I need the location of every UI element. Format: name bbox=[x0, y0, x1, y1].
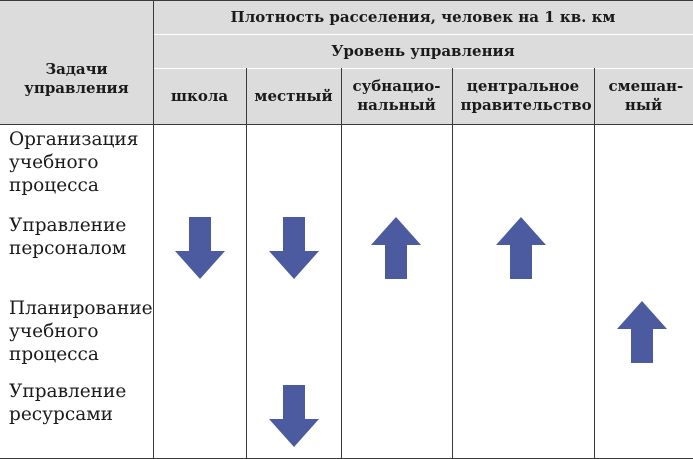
column-header-mixed bbox=[594, 68, 693, 124]
task-label-personnel: Управление персоналом bbox=[9, 215, 127, 259]
column-header-label: центральное правительство bbox=[460, 77, 592, 114]
task-label-planning: Планирование учебного процесса bbox=[9, 298, 153, 365]
header-bottom-border bbox=[0, 124, 693, 125]
arrow-down-icon bbox=[175, 217, 225, 279]
tasks-title bbox=[0, 0, 153, 124]
column-header-label: смешан-ный bbox=[608, 77, 684, 114]
column-divider bbox=[153, 0, 154, 459]
column-header-central bbox=[452, 68, 594, 124]
level-title bbox=[153, 34, 693, 68]
column-header-subnational bbox=[341, 68, 452, 124]
density-title bbox=[153, 0, 693, 34]
column-divider bbox=[594, 68, 595, 459]
arrow-up-icon bbox=[496, 217, 546, 279]
column-header-school bbox=[153, 68, 246, 124]
density-title-text: Плотность расселения, человек на 1 кв. км bbox=[230, 7, 616, 26]
task-label-organization: Организация учебного процесса bbox=[9, 129, 139, 196]
level-title-text: Уровень управления bbox=[331, 41, 515, 60]
column-header-local bbox=[246, 68, 341, 124]
column-header-label: местный bbox=[254, 86, 333, 105]
column-header-label: субнацио-нальный bbox=[352, 77, 441, 114]
header-divider bbox=[153, 68, 693, 69]
header-divider bbox=[153, 34, 693, 35]
arrow-up-icon bbox=[371, 217, 421, 279]
arrow-down-icon bbox=[269, 217, 319, 279]
arrow-down-icon bbox=[269, 385, 319, 447]
column-divider bbox=[452, 68, 453, 459]
tasks-title-text: Задачи управления bbox=[24, 60, 129, 97]
column-header-label: школа bbox=[170, 86, 229, 105]
arrow-up-icon bbox=[617, 301, 667, 363]
column-divider bbox=[341, 68, 342, 459]
column-divider bbox=[246, 68, 247, 459]
border-top bbox=[0, 0, 693, 1]
task-label-resources: Управление ресурсами bbox=[9, 381, 127, 425]
